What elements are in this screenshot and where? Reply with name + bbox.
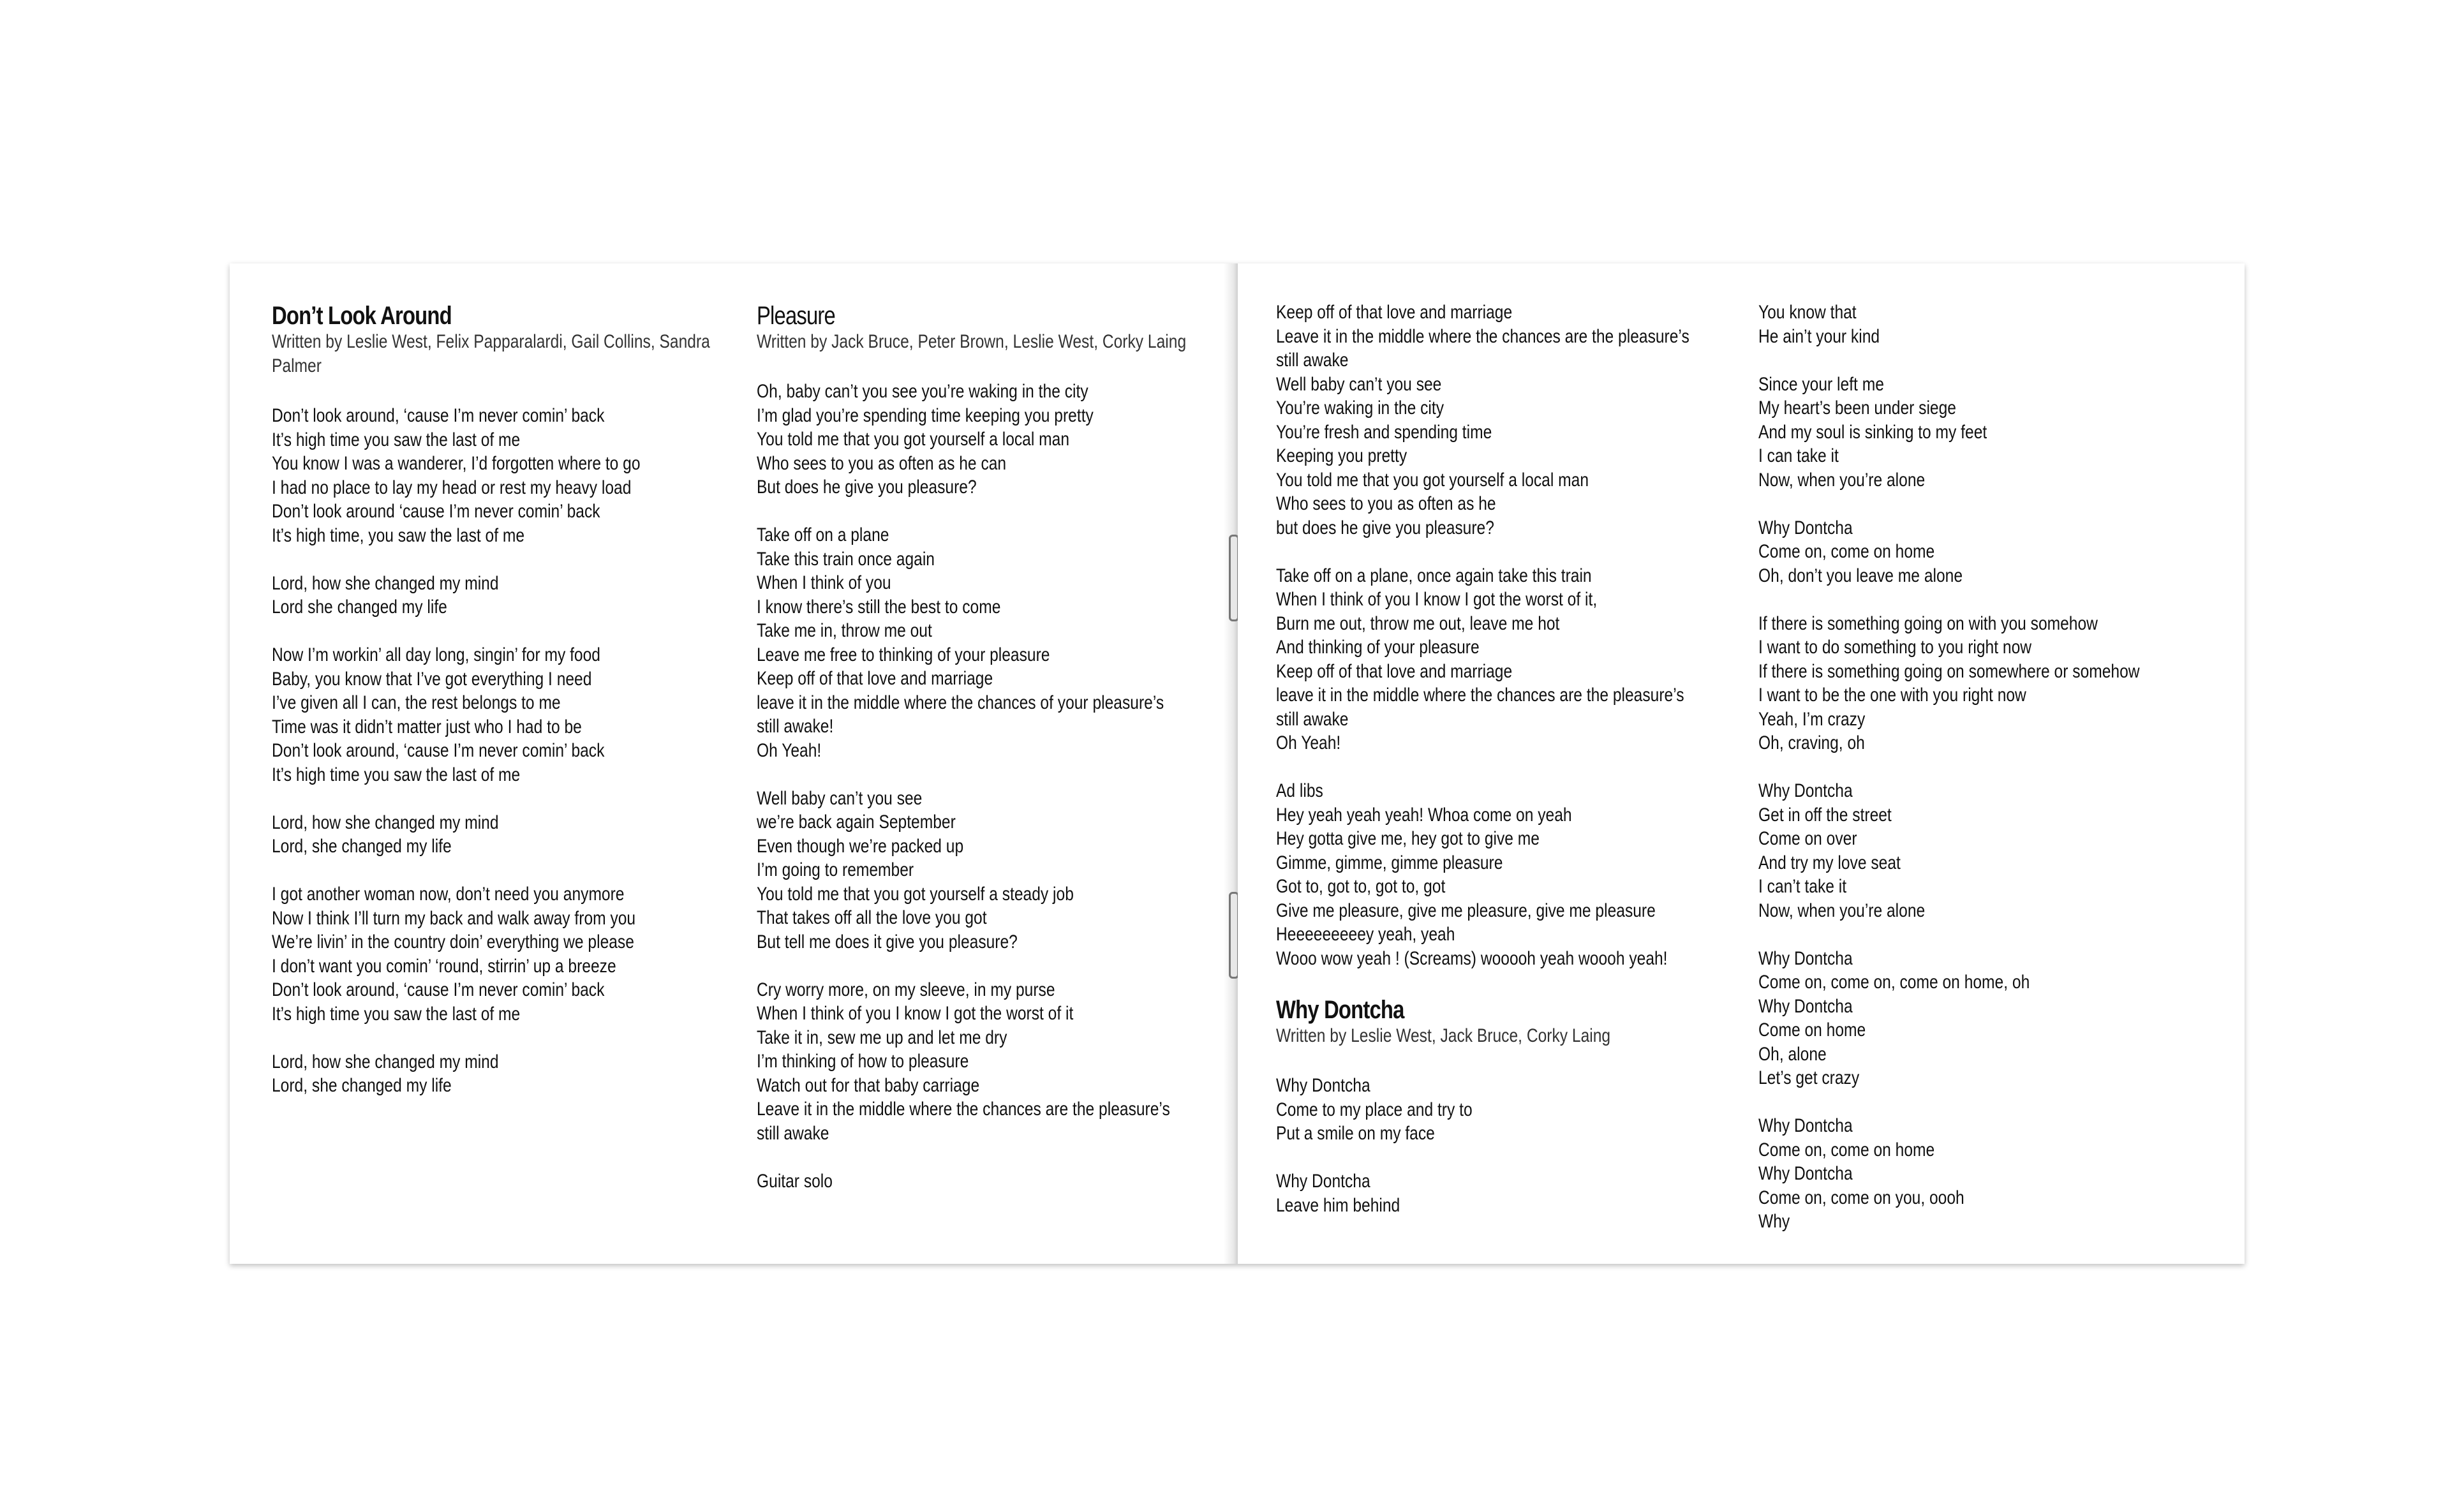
lyric-line: Keep off of that love and marriage [757,668,993,689]
lyric-line: That takes off all the love you got [757,907,987,928]
lyric-line: My heart’s been under siege [1758,397,1956,419]
lyric-line: Lord, she changed my life [272,1075,452,1096]
lyric-line: Why Dontcha [1758,947,1853,969]
lyric-line: When I think of you I know I got the worst of it, [1276,589,1598,610]
lyric-line: Oh Yeah! [1276,732,1341,753]
left-page [230,263,1238,1264]
lyric-line: leave it in the middle where the chances of your pleasure’s [757,692,1164,713]
lyric-line: I had no place to lay my head or rest my heavy load [272,477,632,498]
lyric-line: Why Dontcha [1758,995,1853,1017]
stanza-break [757,1145,1238,1169]
lyric-line: Lord, how she changed my mind [272,572,499,594]
lyric-line: I’m glad you’re spending time keeping you pretty [757,404,1094,426]
stanza-break [1276,540,1799,564]
lyric-line: Hey yeah yeah yeah! Whoa come on yeah [1276,804,1572,826]
lyric-line: And try my love seat [1758,852,1901,873]
lyric-line: Time was it didn’t matter just who I had to be [272,716,582,737]
stanza-break [1758,1090,2140,1115]
lyric-line: Take me in, throw me out [757,620,932,641]
stanza-break [1758,755,2140,780]
lyric-line: Leave it in the middle where the chances are the pleasure’s [1276,325,1689,347]
lyric-line: Leave it in the middle where the chances are the pleasure’s [757,1099,1170,1120]
song-title: Pleasure [757,302,835,330]
lyric-line: Come on, come on you, oooh [1758,1187,1964,1208]
lyric-line: You told me that you got yourself a local man [757,429,1070,450]
stanza-break [757,762,1238,787]
lyric-line: Take off on a plane [757,524,889,545]
lyric-line: I don’t want you comin’ ‘round, stirrin’ up a breeze [272,955,616,977]
lyric-line: Come on over [1758,828,1857,849]
lyric-line: And my soul is sinking to my feet [1758,421,1987,443]
lyric-line: I want to be the one with you right now [1758,685,2026,706]
lyric-line: If there is something going on with you somehow [1758,612,2098,634]
lyric-line: Leave me free to thinking of your pleasure [757,644,1050,665]
lyric-line: I can take it [1758,445,1839,466]
lyric-line: Oh, don’t you leave me alone [1758,565,1963,586]
lyric-line: You’re waking in the city [1276,397,1444,419]
lyric-line: Lord, she changed my life [272,836,452,857]
lyric-line: Since your left me [1758,373,1884,395]
lyric-line: You’re fresh and spending time [1276,421,1492,443]
lyric-line: It’s high time, you saw the last of me [272,524,525,546]
lyric-line: Take this train once again [757,548,935,570]
lyric-line: Now, when you’re alone [1758,469,1926,491]
stanza-break [1758,348,2140,373]
lyric-line: Got to, got to, got to, got [1276,876,1446,897]
lyric-line: I’m going to remember [757,859,914,880]
lyric-line: Watch out for that baby carriage [757,1074,980,1096]
song-credit: Written by Jack Bruce, Peter Brown, Leslie West, Corky Laing [757,331,1187,352]
lyric-line: Guitar solo [757,1170,833,1192]
lyric-line: Now I think I’ll turn my back and walk away from you [272,907,636,929]
lyric-line: Get in off the street [1758,804,1892,826]
song-title: Don’t Look Around [272,302,452,330]
song-lyrics [757,380,1238,1193]
lyric-line: still awake [1276,708,1349,730]
lyric-line: we’re back again September [757,812,956,833]
song-lyrics [1758,300,2140,1234]
lyric-line: Hey gotta give me, hey got to give me [1276,828,1540,849]
lyric-line: Why Dontcha [1276,1171,1370,1192]
lyric-line: Well baby can’t you see [757,787,923,809]
lyric-line: still awake [757,1122,829,1144]
lyric-line: It’s high time you saw the last of me [272,1003,521,1025]
lyric-line: I can’t take it [1758,876,1847,897]
lyric-line: Ad libs [1276,780,1323,801]
lyric-line: Burn me out, throw me out, leave me hot [1276,612,1560,634]
lyric-line: I got another woman now, don’t need you anymore [272,884,625,905]
lyric-line: Oh, alone [1758,1043,1827,1065]
lyric-line: Oh, baby can’t you see you’re waking in the city [757,381,1088,402]
stanza-break [272,859,732,883]
lyric-line: If there is something going on somewhere or somehow [1758,660,2140,682]
lyric-line: Why Dontcha [1758,1163,1853,1184]
lyric-line: Come on, come on home [1758,541,1935,562]
lyric-line: Gimme, gimme, gimme pleasure [1276,852,1503,873]
lyric-line: Oh Yeah! [757,739,822,761]
stanza-break [272,547,732,572]
song-lyrics [1276,300,1799,970]
lyric-line: Don’t look around, ‘cause I’m never comin’ back [272,405,605,426]
lyric-line: Why Dontcha [1758,1115,1853,1136]
song-title: Why Dontcha [1276,996,1404,1024]
stanza-break [1758,588,2140,612]
lyric-line: Well baby can’t you see [1276,373,1442,395]
lyric-line: Wooo wow yeah ! (Screams) wooooh yeah woooh yeah! [1276,947,1668,969]
lyric-line: Keep off of that love and marriage [1276,302,1513,323]
song-lyrics [272,404,732,1098]
lyric-line: Lord she changed my life [272,597,447,618]
song-credit: Written by Leslie West, Jack Bruce, Corky Laing [1276,1025,1611,1046]
stanza-break [1758,923,2140,947]
lyric-line: When I think of you I know I got the worst of it [757,1003,1074,1024]
lyric-line: Don’t look around ‘cause I’m never comin’ back [272,501,600,522]
lyric-line: Now, when you’re alone [1758,900,1926,921]
lyric-line: Lord, how she changed my mind [272,812,499,833]
stanza-break [757,500,1238,524]
lyric-line: Take off on a plane, once again take this train [1276,565,1592,586]
lyric-line: Who sees to you as often as he [1276,493,1496,514]
lyric-line: I’m thinking of how to pleasure [757,1051,969,1072]
stanza-break [272,1026,732,1050]
lyric-line: You told me that you got yourself a steady job [757,883,1074,905]
lyric-line: It’s high time you saw the last of me [272,764,521,785]
lyric-line: Heeeeeeeeey yeah, yeah [1276,924,1455,945]
lyric-line: Even though we’re packed up [757,835,964,857]
song-credit: Written by Leslie West, Felix Papparalardi, Gail Collins, Sandra Palmer [272,331,710,376]
lyric-line: Why Dontcha [1276,1075,1370,1096]
lyric-line: I know there’s still the best to come [757,596,1001,618]
stanza-break [272,619,732,644]
lyric-line: Why Dontcha [1758,517,1853,538]
lyric-line: Come on, come on, come on home, oh [1758,972,2030,993]
lyric-line: You know that [1758,302,1857,323]
lyric-line: But tell me does it give you pleasure? [757,931,1018,952]
lyric-line: Keep off of that love and marriage [1276,660,1513,682]
lyric-line: leave it in the middle where the chances are the pleasure’s [1276,685,1684,706]
lyric-line: I want to do something to you right now [1758,637,2032,658]
stanza-break [1276,755,1799,780]
lyric-line: Who sees to you as often as he can [757,452,1007,474]
lyric-line: Oh, craving, oh [1758,732,1865,753]
song-pleasure [757,302,1238,1193]
song-lyrics [1276,1074,1799,1217]
lyric-line: still awake [1276,350,1349,371]
lyric-line: Keeping you pretty [1276,445,1407,466]
lyric-line: But does he give you pleasure? [757,477,977,498]
lyric-line: We’re livin’ in the country doin’ everything we please [272,931,634,952]
stanza-break [757,954,1238,978]
lyric-line: Why [1758,1211,1790,1232]
song-dont-look-around [272,302,833,1098]
stanza-break [1758,492,2140,516]
lyric-line: When I think of you [757,572,891,593]
lyric-line: Come on, come on home [1758,1139,1935,1160]
lyric-line: You know I was a wanderer, I’d forgotten where to go [272,453,641,474]
lyric-line: Now I’m workin’ all day long, singin’ for my food [272,644,600,665]
lyric-line: Yeah, I’m crazy [1758,708,1866,730]
lyric-line: Leave him behind [1276,1194,1400,1216]
lyric-line: And thinking of your pleasure [1276,637,1480,658]
song-why-dontcha-continued [1758,300,2224,1234]
lyric-line: Let’s get crazy [1758,1067,1860,1088]
lyric-line: Lord, how she changed my mind [272,1051,499,1072]
lyric-line: Come on home [1758,1019,1866,1041]
lyric-line: Give me pleasure, give me pleasure, give me pleasure [1276,900,1656,921]
right-page [1238,263,2245,1264]
lyric-line: He ain’t your kind [1758,325,1880,347]
lyric-line: Take it in, sew me up and let me dry [757,1027,1007,1048]
lyric-line: Cry worry more, on my sleeve, in my purse [757,979,1055,1000]
stanza-break [1276,1146,1799,1170]
lyric-line: Don’t look around, ‘cause I’m never comin’ back [272,979,605,1000]
lyric-line: still awake! [757,716,834,737]
lyric-line: but does he give you pleasure? [1276,517,1494,538]
lyric-line: I’ve given all I can, the rest belongs to me [272,692,561,713]
lyric-line: Put a smile on my face [1276,1123,1435,1144]
lyrics-booklet-spread [230,263,2245,1264]
lyric-line: Baby, you know that I’ve got everything I need [272,668,592,690]
lyric-line: Come to my place and try to [1276,1099,1473,1120]
lyric-line: It’s high time you saw the last of me [272,429,521,450]
lyric-line: You told me that you got yourself a local man [1276,469,1589,491]
lyric-line: Why Dontcha [1758,780,1853,801]
stanza-break [272,787,732,811]
lyric-line: Don’t look around, ‘cause I’m never comin’ back [272,740,605,761]
